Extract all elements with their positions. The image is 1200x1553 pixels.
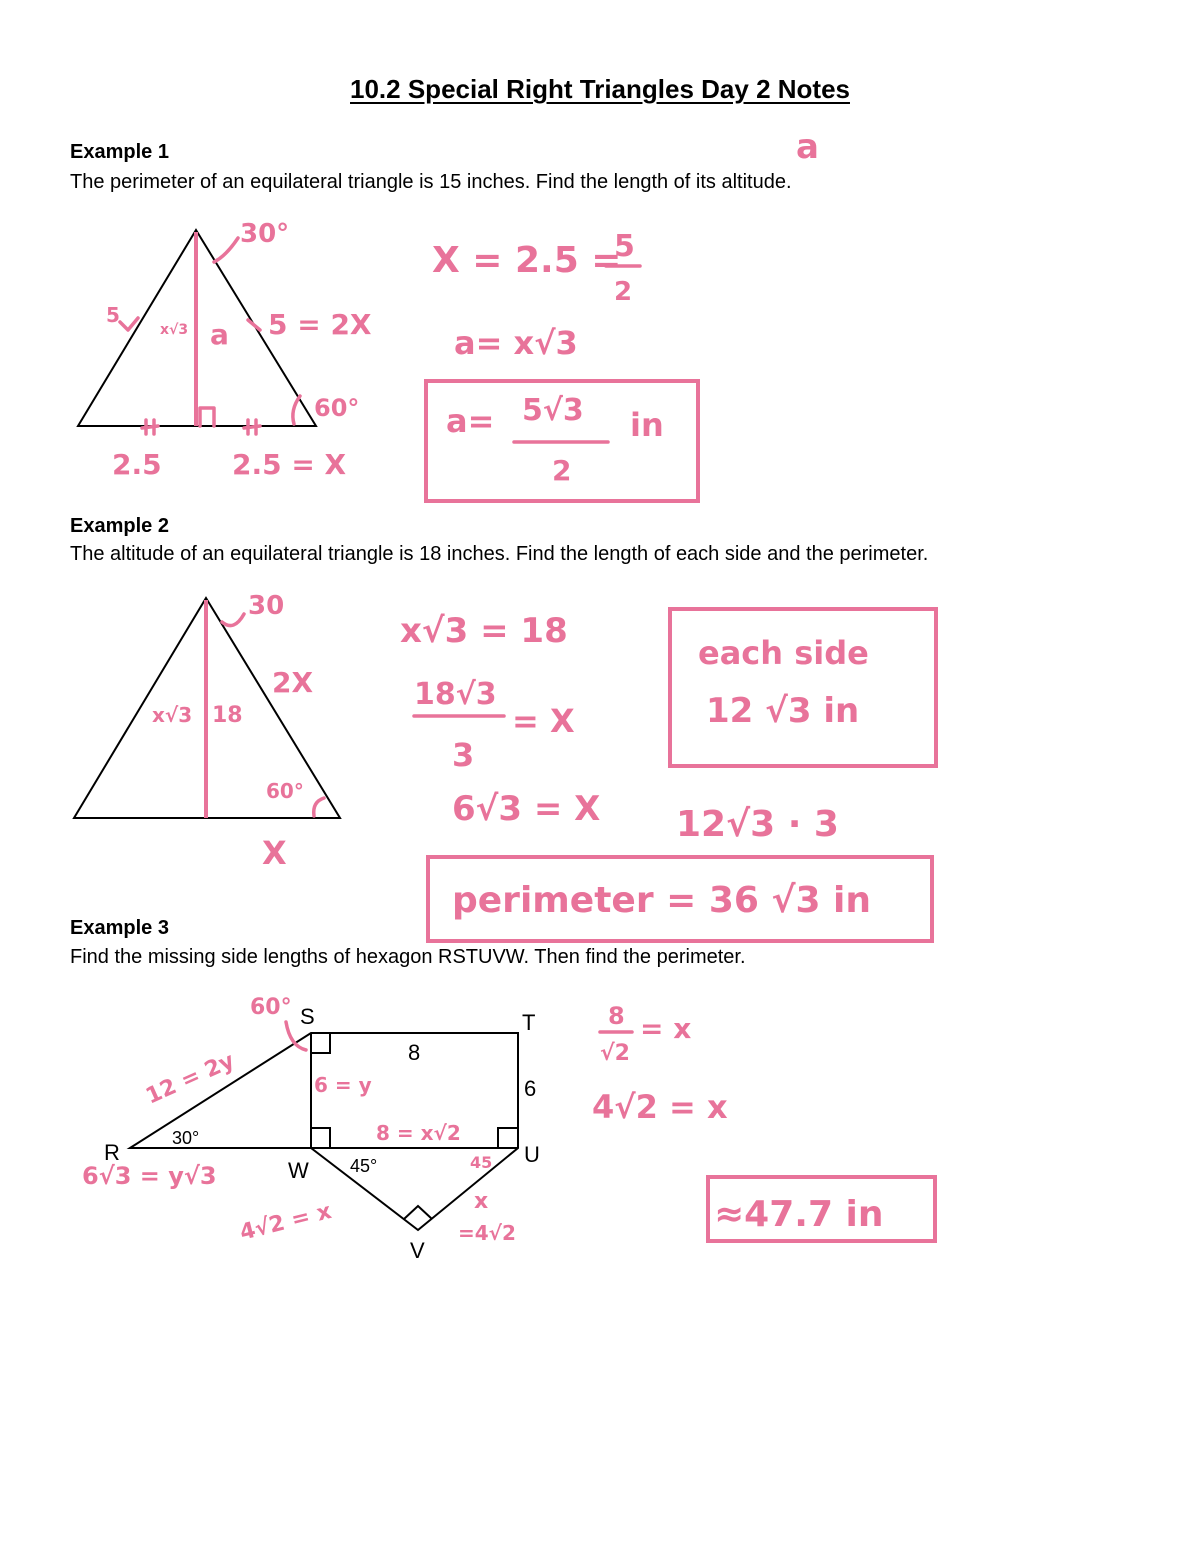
example1-heading: Example 1 <box>70 141 169 163</box>
ex3-eq1-num: 8 <box>608 1002 625 1030</box>
ex3-uv-x: x <box>474 1189 489 1214</box>
ex3-uv-value: =4√2 <box>458 1221 516 1245</box>
ex3-vertex-t: T <box>522 1010 536 1035</box>
ex2-eq2-den: 3 <box>452 736 475 774</box>
ex3-answer-box-text: ≈47.7 in <box>714 1194 884 1235</box>
ex1-base-left: 2.5 <box>112 448 162 481</box>
ex3-angle-w: 45° <box>350 1156 378 1176</box>
ex1-tick-right-side <box>248 320 260 330</box>
ex3-right-angle-s <box>311 1033 330 1053</box>
ex2-angle-arc-top <box>222 614 244 626</box>
ex3-eq1-den: √2 <box>600 1041 630 1066</box>
ex1-angle-arc-bottom <box>293 396 300 424</box>
ex1-box-unit: in <box>630 406 664 444</box>
ex3-vertex-s: S <box>300 1004 315 1029</box>
ex1-tick-left-side <box>120 318 138 330</box>
example3-heading: Example 3 <box>70 917 169 939</box>
ex3-side-st: 8 <box>408 1040 421 1065</box>
ex2-eq3: 6√3 = X <box>452 789 601 829</box>
example2-prompt: The altitude of an equilateral triangle is 18 inches. Find the length of each side and the perimeter. <box>70 543 929 565</box>
ex2-calc: 12√3 · 3 <box>676 804 839 845</box>
ex1-angle-bottom: 60° <box>314 394 360 422</box>
example3-prompt: Find the missing side lengths of hexagon RSTUVW. Then find the perimeter. <box>70 946 746 968</box>
ex2-side-label: 2X <box>272 666 314 699</box>
ex3-wv: 4√2 = x <box>237 1199 334 1246</box>
ex2-eq2-right: = X <box>512 702 575 740</box>
ex3-vertex-v: V <box>410 1238 425 1263</box>
ex1-tick-base-left <box>142 420 158 434</box>
ex1-side-left: 5 <box>106 303 120 327</box>
ex3-right-angle-v <box>404 1206 432 1219</box>
ex2-alt-value: 18 <box>212 703 243 728</box>
ex2-angle-bottom: 60° <box>266 779 304 803</box>
ex3-eq1-right: = x <box>640 1012 692 1045</box>
ex3-vertex-r: R <box>104 1140 120 1165</box>
ex3-eq2: 4√2 = x <box>592 1088 728 1126</box>
ex1-box-left: a= <box>446 402 495 440</box>
ex1-eq1-den: 2 <box>614 277 633 307</box>
ex3-sw: 6 = y <box>314 1073 372 1097</box>
ex2-side-box-line1: each side <box>698 634 869 672</box>
ex1-base-right: 2.5 = X <box>232 448 347 481</box>
ex2-side-box-line2: 12 √3 in <box>706 691 860 731</box>
ex1-right-angle-mark <box>200 408 214 426</box>
ex1-corner-a: a <box>796 127 819 167</box>
ex3-rs: 12 = 2y <box>142 1048 239 1110</box>
ex3-angle-u: 45 <box>470 1153 493 1172</box>
example1-prompt: The perimeter of an equilateral triangle is 15 inches. Find the length of its altitude. <box>70 171 792 193</box>
ex1-alt-a: a <box>210 318 229 351</box>
ex2-base-x: X <box>262 834 287 872</box>
ex1-box-num: 5√3 <box>522 393 584 428</box>
ex2-alt-label: x√3 <box>152 703 193 727</box>
ex3-right-angle-w <box>311 1128 330 1148</box>
ex1-eq2: a= x√3 <box>454 324 578 362</box>
ex1-eq1-num: 5 <box>614 229 635 264</box>
example2-notes <box>152 591 936 941</box>
ex2-side-answer-box <box>670 609 936 766</box>
example2-heading: Example 2 <box>70 515 169 537</box>
ex1-alt-label: x√3 <box>160 322 189 338</box>
ex1-hyp: 5 = 2X <box>268 308 372 341</box>
ex3-vertex-u: U <box>524 1142 540 1167</box>
ex1-box-den: 2 <box>552 454 572 487</box>
ex3-angle-r: 30° <box>172 1128 200 1148</box>
ex1-angle-top: 30° <box>240 219 290 249</box>
ex1-angle-arc-top <box>214 238 238 262</box>
ex1-tick-base-right <box>244 420 260 434</box>
ex3-wu: 8 = x√2 <box>376 1121 461 1145</box>
ex2-eq1: x√3 = 18 <box>400 611 568 651</box>
ex3-right-angle-u <box>498 1128 518 1148</box>
ex2-eq2-num: 18√3 <box>414 677 497 712</box>
ex2-angle-arc-bottom <box>314 798 324 816</box>
ex3-angle-s: 60° <box>250 995 292 1020</box>
ex1-eq1-left: X = 2.5 = <box>432 240 622 281</box>
example1-notes <box>106 127 819 501</box>
ex2-angle-top: 30 <box>248 591 285 621</box>
ex3-side-tu: 6 <box>524 1076 537 1101</box>
ex3-vertex-w: W <box>288 1158 309 1183</box>
ex2-perimeter-box: perimeter = 36 √3 in <box>452 880 872 921</box>
ex3-rw: 6√3 = y√3 <box>82 1162 217 1190</box>
page-title-text: 10.2 Special Right Triangles Day 2 Notes <box>350 74 850 104</box>
